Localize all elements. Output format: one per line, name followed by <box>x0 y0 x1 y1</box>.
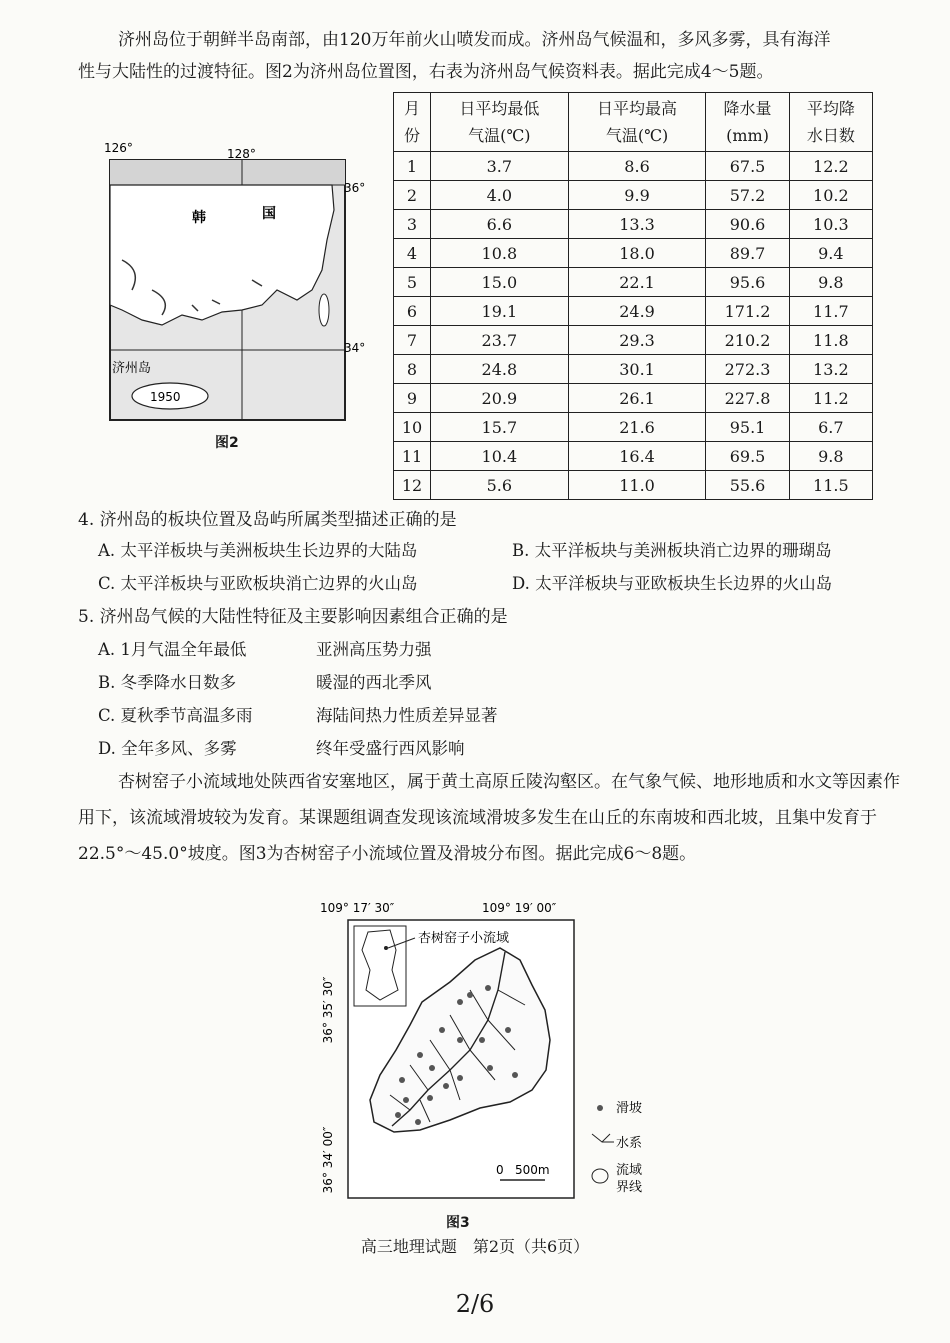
fig2-lon1: 126° <box>104 141 133 155</box>
jeju-location-map <box>102 140 366 440</box>
table-row <box>394 384 873 413</box>
table-row <box>394 442 873 471</box>
table-cell: 4 <box>394 239 431 268</box>
table-cell: 9.8 <box>789 442 872 471</box>
q4-stem: 4. 济州岛的板块位置及岛屿所属类型描述正确的是 <box>78 510 457 530</box>
table-row <box>394 326 873 355</box>
q5-option-b-factor: 暖湿的西北季风 <box>316 673 432 692</box>
q4-option-a: A. 太平洋板块与美洲板块生长边界的大陆岛 <box>98 541 418 560</box>
table-cell: 90.6 <box>706 210 789 239</box>
table-cell: 10.2 <box>789 181 872 210</box>
table-cell: 4.0 <box>431 181 569 210</box>
legend-river: 水系 <box>616 1136 643 1151</box>
table-cell: 11.7 <box>789 297 872 326</box>
table-cell: 18.0 <box>568 239 706 268</box>
fig2-lat1: 36° <box>344 181 366 195</box>
q5-option-b: B. 冬季降水日数多 <box>98 673 237 692</box>
fig2-lat2: 34° <box>344 341 366 355</box>
table-cell: 171.2 <box>706 297 789 326</box>
legend-landslide-symbol <box>597 1105 603 1111</box>
table-cell: 6.6 <box>431 210 569 239</box>
table-header-cell <box>706 93 789 152</box>
table-cell: 13.3 <box>568 210 706 239</box>
table-header-line: (mm) <box>726 126 769 145</box>
fig2-peak-label: 1950 <box>150 390 181 404</box>
table-cell: 3 <box>394 210 431 239</box>
table-header-cell <box>568 93 706 152</box>
table-cell: 10.4 <box>431 442 569 471</box>
table-header-cell <box>789 93 872 152</box>
fig2-lon2: 128° <box>227 147 256 161</box>
inset-location-dot <box>384 946 388 950</box>
fig3-lon2: 109° 19′ 00″ <box>482 901 557 915</box>
table-cell: 15.7 <box>431 413 569 442</box>
table-header-cell <box>394 93 431 152</box>
table-cell: 9.8 <box>789 268 872 297</box>
climate-table <box>393 92 873 500</box>
table-cell: 272.3 <box>706 355 789 384</box>
table-header-line: 气温(℃) <box>605 126 669 145</box>
fig3-scale-zero: 0 <box>496 1163 504 1177</box>
legend-landslide: 滑坡 <box>616 1101 643 1116</box>
table-cell: 11.5 <box>789 471 872 500</box>
table-cell: 5 <box>394 268 431 297</box>
table-row <box>394 239 873 268</box>
table-cell: 24.9 <box>568 297 706 326</box>
q5-option-c: C. 夏秋季节高温多雨 <box>98 706 253 725</box>
intro-paragraph-6-8: 杏树窑子小流域地处陕西省安塞地区，属于黄土高原丘陵沟壑区。在气象气候、地形地质和水文等因素作用下，该流域滑坡较为发育。某课题组调查发现该流域滑坡多发生在山丘的东南坡和西北坡，且集中发育于22.5°～45.0°坡度。图3为杏树窑子小流域位置及滑坡分布图。据此完成6～8题。 <box>78 772 900 864</box>
legend-river-symbol <box>592 1134 614 1142</box>
table-cell: 55.6 <box>706 471 789 500</box>
table-cell: 95.1 <box>706 413 789 442</box>
table-row <box>394 355 873 384</box>
table-row <box>394 268 873 297</box>
table-header-line: 份 <box>403 126 420 145</box>
table-cell: 29.3 <box>568 326 706 355</box>
table-cell: 6 <box>394 297 431 326</box>
table-header-line: 月 <box>403 99 420 118</box>
table-cell: 11.2 <box>789 384 872 413</box>
fig3-lat2: 36° 34′ 00″ <box>321 1126 335 1194</box>
table-cell: 8 <box>394 355 431 384</box>
table-cell: 24.8 <box>431 355 569 384</box>
table-header-line: 平均降 <box>806 99 855 118</box>
table-row <box>394 297 873 326</box>
table-cell: 11.0 <box>568 471 706 500</box>
intro-line-1: 济州岛位于朝鲜半岛南部，由120万年前火山喷发而成。济州岛气候温和，多风多雾，具有海洋 <box>118 30 831 50</box>
table-cell: 22.1 <box>568 268 706 297</box>
legend-boundary-symbol <box>592 1169 608 1183</box>
table-cell: 12 <box>394 471 431 500</box>
intro-line-2: 性与大陆性的过渡特征。图2为济州岛位置图，右表为济州岛气候资料表。据此完成4～5题。 <box>78 62 774 82</box>
table-cell: 95.6 <box>706 268 789 297</box>
table-cell: 8.6 <box>568 152 706 181</box>
table-cell: 21.6 <box>568 413 706 442</box>
table-cell: 3.7 <box>431 152 569 181</box>
table-cell: 227.8 <box>706 384 789 413</box>
table-header-line: 降水量 <box>723 99 772 118</box>
fig2-island-label: 济州岛 <box>112 361 152 376</box>
table-cell: 5.6 <box>431 471 569 500</box>
table-cell: 10 <box>394 413 431 442</box>
fig3-lon1: 109° 17′ 30″ <box>320 901 395 915</box>
page-footer: 高三地理试题 第2页（共6页） <box>360 1237 590 1256</box>
table-header-line: 日平均最低 <box>459 99 540 118</box>
table-cell: 9.4 <box>789 239 872 268</box>
fig3-scale-label: 500m <box>515 1163 550 1177</box>
table-cell: 13.2 <box>789 355 872 384</box>
q5-option-d-factor: 终年受盛行西风影响 <box>316 739 465 758</box>
table-cell: 89.7 <box>706 239 789 268</box>
q4-option-d: D. 太平洋板块与亚欧板块生长边界的火山岛 <box>512 574 833 593</box>
table-cell: 9 <box>394 384 431 413</box>
table-cell: 11 <box>394 442 431 471</box>
fig2-caption: 图2 <box>215 435 239 451</box>
fig3-caption: 图3 <box>446 1215 470 1231</box>
table-row <box>394 413 873 442</box>
table-cell: 10.8 <box>431 239 569 268</box>
fig2-country1: 韩 <box>192 210 206 226</box>
table-cell: 20.9 <box>431 384 569 413</box>
landslide-distribution-map <box>310 890 660 1220</box>
table-cell: 9.9 <box>568 181 706 210</box>
table-cell: 7 <box>394 326 431 355</box>
table-cell: 2 <box>394 181 431 210</box>
table-row <box>394 471 873 500</box>
table-cell: 210.2 <box>706 326 789 355</box>
table-cell: 67.5 <box>706 152 789 181</box>
legend-boundary-1: 流域 <box>616 1163 643 1178</box>
q4-option-b: B. 太平洋板块与美洲板块消亡边界的珊瑚岛 <box>512 541 832 560</box>
table-cell: 23.7 <box>431 326 569 355</box>
table-row <box>394 210 873 239</box>
table-cell: 6.7 <box>789 413 872 442</box>
q5-option-d: D. 全年多风、多雾 <box>98 739 237 758</box>
table-cell: 10.3 <box>789 210 872 239</box>
table-cell: 15.0 <box>431 268 569 297</box>
table-cell: 12.2 <box>789 152 872 181</box>
ulleung-island <box>319 294 329 326</box>
legend-boundary-2: 界线 <box>616 1180 643 1195</box>
fig3-lat1: 36° 35′ 30″ <box>321 976 335 1044</box>
table-cell: 16.4 <box>568 442 706 471</box>
fig3-inset-label: 杏树窑子小流域 <box>418 931 510 946</box>
table-header-line: 日平均最高 <box>597 99 678 118</box>
q5-option-c-factor: 海陆间热力性质差异显著 <box>316 706 498 725</box>
table-cell: 1 <box>394 152 431 181</box>
q5-option-a: A. 1月气温全年最低 <box>98 640 247 659</box>
table-row <box>394 152 873 181</box>
table-header-line: 水日数 <box>806 126 855 145</box>
table-cell: 26.1 <box>568 384 706 413</box>
page-number: 2/6 <box>455 1290 495 1318</box>
table-cell: 57.2 <box>706 181 789 210</box>
q4-option-c: C. 太平洋板块与亚欧板块消亡边界的火山岛 <box>98 574 418 593</box>
fig2-country2: 国 <box>262 206 276 222</box>
table-cell: 69.5 <box>706 442 789 471</box>
table-header-line: 气温(℃) <box>468 126 531 145</box>
table-cell: 11.8 <box>789 326 872 355</box>
table-cell: 30.1 <box>568 355 706 384</box>
q5-option-a-factor: 亚洲高压势力强 <box>316 640 432 659</box>
table-row <box>394 181 873 210</box>
table-header-cell <box>431 93 569 152</box>
q5-stem: 5. 济州岛气候的大陆性特征及主要影响因素组合正确的是 <box>78 607 508 627</box>
table-cell: 19.1 <box>431 297 569 326</box>
